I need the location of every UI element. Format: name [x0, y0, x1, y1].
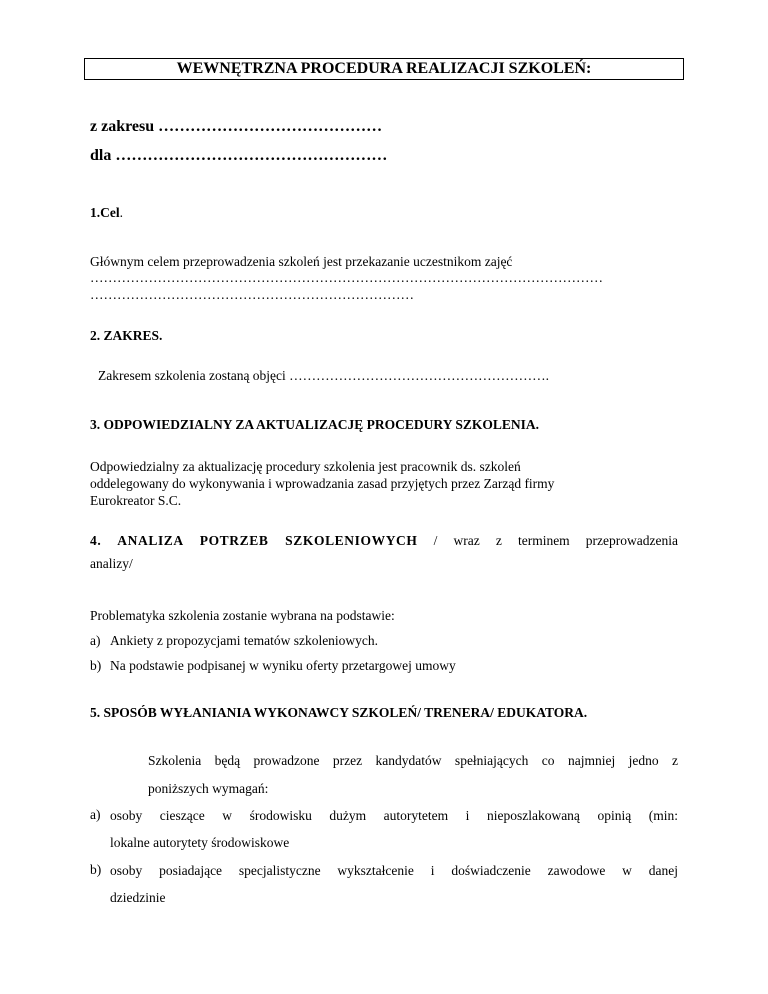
- section5-item-a-line2: lokalne autorytety środowiskowe: [110, 835, 290, 850]
- list-label: b): [90, 862, 102, 877]
- section5-heading: 5. SPOSÓB WYŁANIANIA WYKONAWCY SZKOLEŃ/ TRENERA/ EDUKATORA.: [90, 705, 588, 720]
- section4-heading: [90, 533, 678, 549]
- section5-item-b-line2: dziedzinie: [110, 890, 166, 905]
- section5-item-a-line1: osoby cieszące w środowisku dużym autorytetem i nieposzlakowaną opinią (min:: [110, 808, 678, 823]
- section3-line3: Eurokreator S.C.: [90, 493, 182, 508]
- section1-heading-label: 1.Cel: [90, 205, 120, 220]
- section3-line2: oddelegowany do wykonywania i wprowadzania zasad przyjętych przez Zarząd firmy: [90, 476, 555, 491]
- section1-dots-line1: ……………………………………………………………………………………………………: [90, 270, 603, 285]
- section5-item-b: [90, 862, 110, 878]
- list-label: a): [90, 807, 101, 822]
- list-label: a): [90, 633, 101, 648]
- section2-text: Zakresem szkolenia zostaną objęci ………………………………………………….: [98, 368, 550, 383]
- section4-intro: Problematyka szkolenia zostanie wybrana na podstawie:: [90, 608, 395, 623]
- list-text: Ankiety z propozycjami tematów szkoleniowych.: [110, 633, 379, 648]
- section5-intro-line2: poniższych wymagań:: [148, 781, 269, 796]
- section5-item-b-line1: osoby posiadające specjalistyczne wykształcenie i doświadczenie zawodowe w danej: [110, 863, 678, 878]
- for-line: dla ……………………………………………: [90, 147, 388, 164]
- section1-heading-dot: .: [119, 205, 123, 220]
- section2-heading: 2. ZAKRES.: [90, 328, 163, 343]
- section1-dots-line2: ………………………………………………………………: [90, 287, 414, 302]
- section1-text: Głównym celem przeprowadzenia szkoleń jest przekazanie uczestnikom zajęć: [90, 254, 513, 269]
- section4-heading-bold: 4. ANALIZA POTRZEB SZKOLENIOWYCH: [90, 533, 418, 548]
- list-text: Na podstawie podpisanej w wyniku oferty przetargowej umowy: [110, 658, 456, 673]
- section4-heading-cont: analizy/: [90, 556, 133, 571]
- section3-heading: 3. ODPOWIEDZIALNY ZA AKTUALIZACJĘ PROCEDURY SZKOLENIA.: [90, 417, 539, 432]
- section4-heading-rest: / wraz z terminem przeprowadzenia: [433, 533, 678, 548]
- document-title: WEWNĘTRZNA PROCEDURA REALIZACJI SZKOLEŃ:: [84, 58, 684, 80]
- list-label: b): [90, 658, 102, 673]
- section5-intro-line1: Szkolenia będą prowadzone przez kandydatów spełniających co najmniej jedno z: [148, 753, 678, 768]
- section4-item-a: [90, 633, 378, 649]
- section3-line1: Odpowiedzialny za aktualizację procedury szkolenia jest pracownik ds. szkoleń: [90, 459, 521, 474]
- scope-line: z zakresu ……………………………………: [90, 118, 383, 135]
- section4-item-b: [90, 658, 456, 674]
- section1-heading: [90, 205, 123, 221]
